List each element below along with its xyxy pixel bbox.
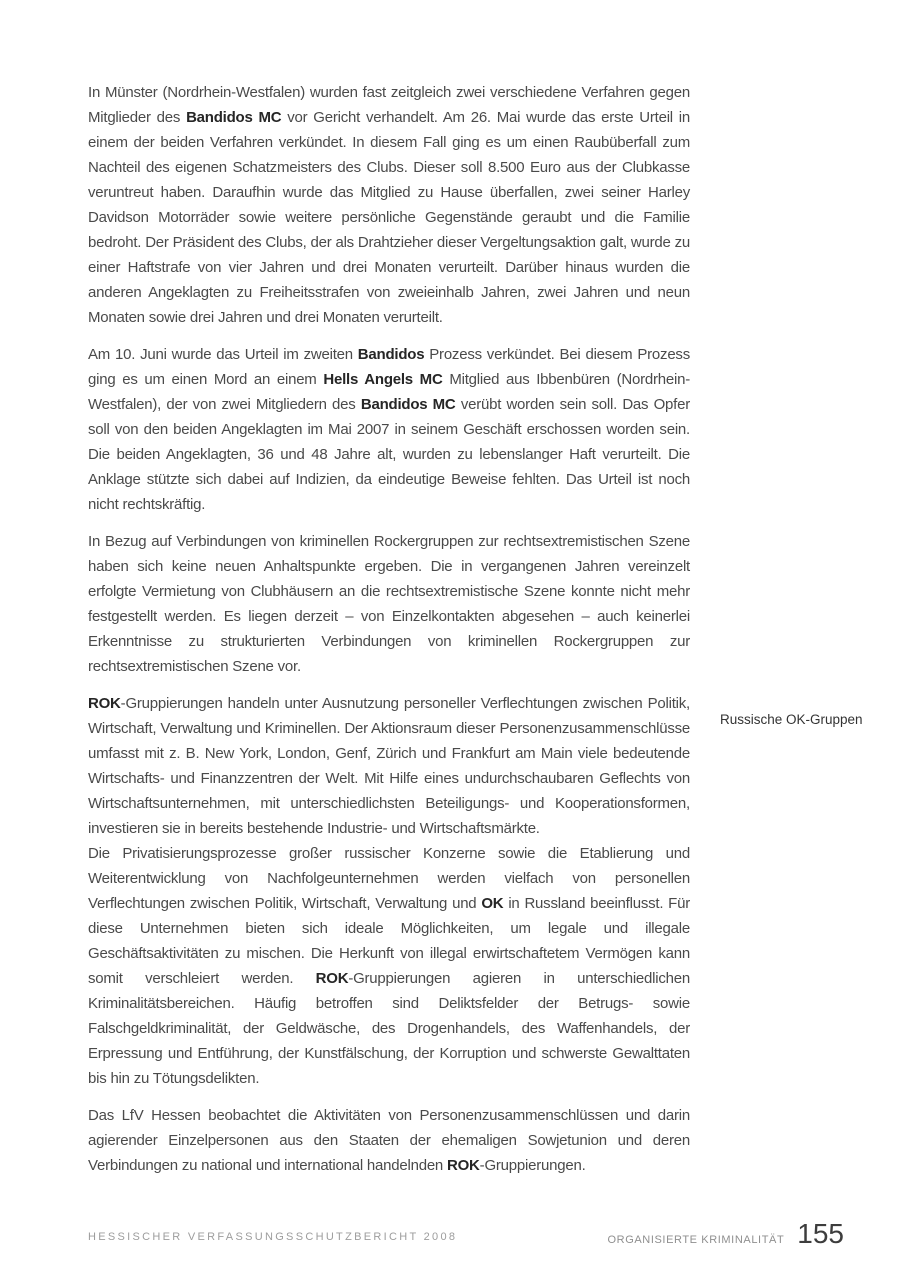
text-segment: Am 10. Juni wurde das Urteil im zweiten <box>88 346 358 363</box>
bold-term-bandidos-mc: Bandidos MC <box>360 396 456 413</box>
paragraph-rockergruppen-rechtsextremismus <box>88 529 690 679</box>
text-segment: in Russland beeinflusst. Für diese Unternehmen bieten sich ideale Möglichkeiten, um legale und illegale Geschäftsaktivitäten zu mischen. Die Herkunft von illegal erwirtschaftetem Vermögen kann somit verschleiert werden. <box>88 895 691 987</box>
text-segment: verübt worden sein soll. Das Opfer soll von den beiden Angeklagten im Mai 2007 in seinem Geschäft erschossen worden sein. Die beiden Angeklagten, 36 und 48 Jahre alt, wurden zu lebenslanger Haft verurteilt. Die Anklage stützte sich dabei auf Indizien, da eindeutige Beweise fehlten. Das Urteil ist noch nicht rechtskräftig. <box>88 396 690 513</box>
text-segment: In Bezug auf Verbindungen von kriminellen Rockergruppen zur rechtsextremistischen Szene haben sich keine neuen Anhaltspunkte ergeben. Die in vergangenen Jahren vereinzelt erfolgte Vermietung von Clubhäusern an die rechtsextremistische Szene konnte nicht mehr festgestellt werden. Es liegen derzeit – von Einzelkontakten abgesehen – auch keinerlei Erkenntnisse zu strukturierten Verbindungen von kriminellen Rockergruppen zur rechtsextremistischen Szene vor. <box>88 533 690 675</box>
bold-term-hells-angels-mc: Hells Angels MC <box>323 371 443 388</box>
bold-term-bandidos-mc: Bandidos MC <box>186 109 282 126</box>
bold-term-rok: ROK <box>315 970 349 987</box>
text-segment: -Gruppierungen. <box>479 1157 586 1174</box>
text-segment: Mitglied aus Ibbenbüren (Nordrhein-Westfalen), der von zwei Mitgliedern des <box>88 371 691 413</box>
text-segment: -Gruppierungen agieren in unterschiedlichen Kriminalitätsbereichen. Häufig betroffen sind Deliktsfelder der Betrugs- sowie Falschgeldkriminalität, der Geldwäsche, des Drogenhandels, des Waffenhandels, der Erpressung und Entführung, der Kunstfälschung, der Korruption und schwerste Gewalttaten bis hin zu Tötungsdelikten. <box>88 970 690 1087</box>
bold-term-bandidos: Bandidos <box>357 346 425 363</box>
body-text-column <box>88 80 690 1190</box>
margin-note-russische-ok-gruppen: Russische OK-Gruppen <box>720 712 863 727</box>
bold-term-rok: ROK <box>88 695 121 712</box>
text-segment: In Münster (Nordrhein-Westfalen) wurden fast zeitgleich zwei verschiedene Verfahren gegen Mitglieder des <box>88 84 690 126</box>
paragraph-zweiter-bandidos-prozess <box>88 342 690 517</box>
text-segment: vor Gericht verhandelt. Am 26. Mai wurde das erste Urteil in einem der beiden Verfahren verkündet. In diesem Fall ging es um einen Raubüberfall zum Nachteil des eigenen Schatzmeisters des Clubs. Dieser soll 8.500 Euro aus der Clubkasse veruntreut haben. Daraufhin wurde das Mitglied zu Hause überfallen, zwei seiner Harley Davidson Motorräder sowie weitere persönliche Gegenstände geraubt und die Familie bedroht. Der Präsident des Clubs, der als Drahtzieher dieser Vergeltungsaktion galt, wurde zu einer Haftstrafe von vier Jahren und drei Monaten verurteilt. Darüber hinaus wurden die anderen Angeklagten zu Freiheitsstrafen von zweieinhalb Jahren, zwei Jahren und neun Monaten sowie drei Jahren und drei Monaten verurteilt. <box>88 109 691 326</box>
bold-term-rok: ROK <box>447 1157 480 1174</box>
bold-term-ok: OK <box>481 895 504 912</box>
footer-chapter-label: ORGANISIERTE KRIMINALITÄT <box>607 1234 785 1246</box>
page-number: 155 <box>797 1218 844 1249</box>
paragraph-rok-gruppierungen-verflechtungen <box>88 691 690 841</box>
text-segment: Die Privatisierungsprozesse großer russischer Konzerne sowie die Etablierung und Weiterentwicklung von Nachfolgeunternehmen werden vielfach von personellen Verflechtungen zwischen Politik, Wirtschaft, Verwaltung und <box>88 845 690 912</box>
paragraph-muenster-bandidos-verfahren <box>88 80 690 330</box>
text-segment: -Gruppierungen handeln unter Ausnutzung personeller Verflechtungen zwischen Politik, Wirtschaft, Verwaltung und Kriminellen. Der Aktionsraum dieser Personenzusammenschlüsse umfasst mit z. B. New York, London, Genf, Zürich und Frankfurt am Main viele bedeutende Wirtschafts- und Finanzzentren der Welt. Mit Hilfe eines undurchschaubaren Geflechts von Wirtschaftsunternehmen, mit unterschiedlichsten Beteiligungs- und Kooperationsformen, investieren sie in bereits bestehende Industrie- und Wirtschaftsmärkte. <box>88 695 690 837</box>
text-segment: Prozess verkündet. Bei diesem Prozess ging es um einen Mord an einem <box>88 346 690 388</box>
paragraph-privatisierungsprozesse <box>88 841 690 1091</box>
footer-report-title: HESSISCHER VERFASSUNGSSCHUTZBERICHT 2008 <box>88 1231 458 1243</box>
text-segment: Das LfV Hessen beobachtet die Aktivitäten von Personenzusammenschlüssen und darin agierender Einzelpersonen aus den Staaten der ehemaligen Sowjetunion und deren Verbindungen zu national und international handelnden <box>88 1107 690 1174</box>
footer-chapter-pagination <box>608 1220 845 1248</box>
paragraph-lfv-hessen-beobachtung <box>88 1103 690 1178</box>
